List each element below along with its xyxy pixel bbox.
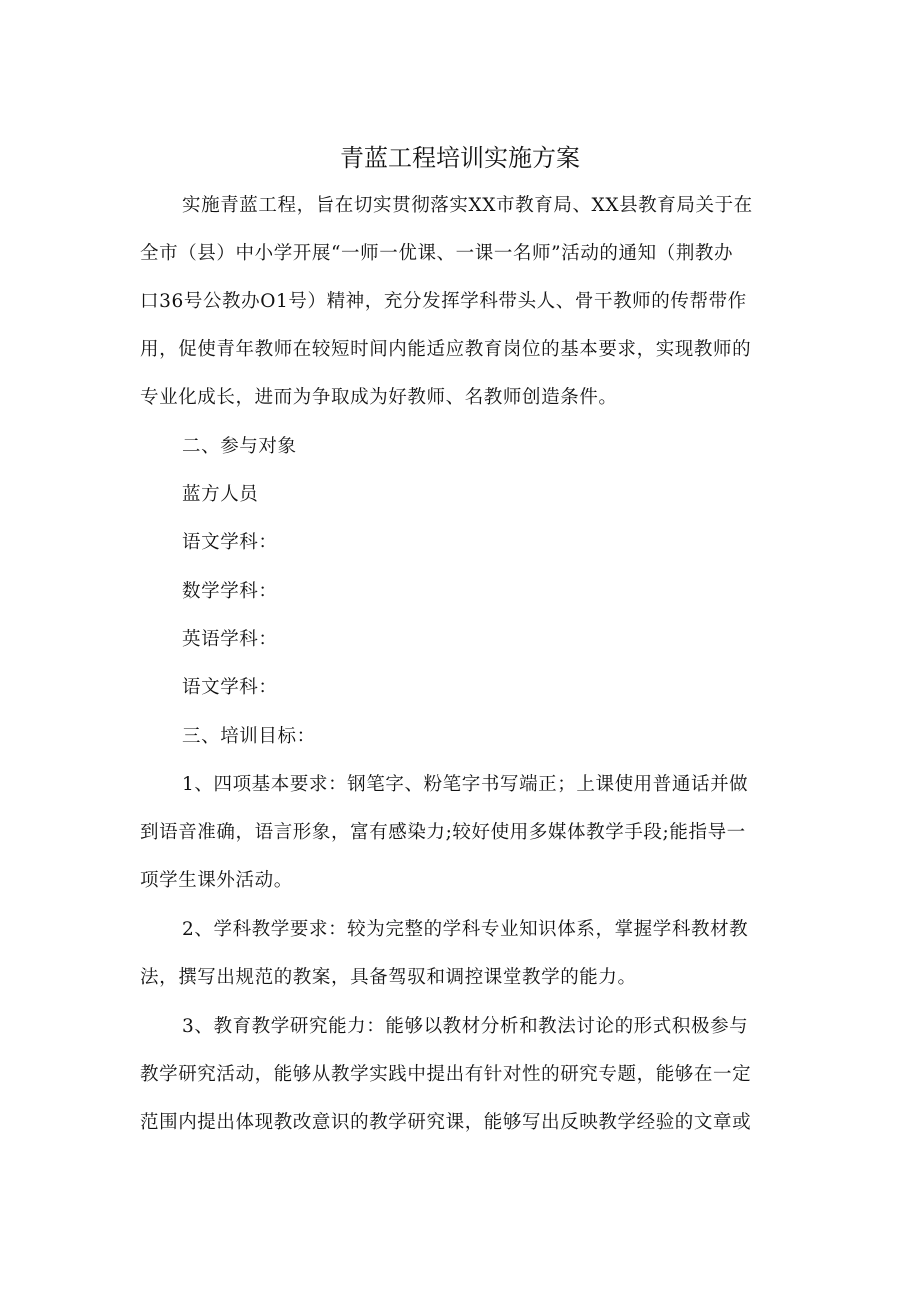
paragraph-line: 法，撰写出规范的教案，具备驾驭和调控课堂教学的能力。 <box>140 967 637 988</box>
document-title: 青蓝工程培训实施方案 <box>340 144 580 172</box>
paragraph-line: 范围内提出体现教改意识的教学研究课，能够写出反映教学经验的文章或 <box>140 1112 752 1133</box>
paragraph-line: 用，促使青年教师在较短时间内能适应教育岗位的基本要求，实现教师的 <box>140 339 752 360</box>
paragraph-line: 数学学科： <box>182 581 278 602</box>
paragraph-line: 全市（县）中小学开展“一师一优课、一课一名师”活动的通知（荆教办 <box>140 243 734 264</box>
paragraph-line: 实施青蓝工程，旨在切实贯彻落实XX市教育局、XX县教育局关于在 <box>182 195 753 216</box>
paragraph-line: 语文学科： <box>182 532 278 553</box>
paragraph-line: 3、教育教学研究能力：能够以教材分析和教法讨论的形式积极参与 <box>182 1016 749 1037</box>
paragraph-line: 到语音准确，语言形象，富有感染力;较好使用多媒体教学手段;能指导一 <box>140 822 746 843</box>
paragraph-line: 语文学科： <box>182 677 278 698</box>
section-heading: 二、参与对象 <box>182 436 297 457</box>
paragraph-line: 项学生课外活动。 <box>140 870 293 891</box>
section-heading: 三、培训目标： <box>182 726 316 747</box>
paragraph-line: 专业化成长，进而为争取成为好教师、名教师创造条件。 <box>140 387 618 408</box>
paragraph-line: 口36号公教办O1号）精神，充分发挥学科带头人、骨干教师的传帮带作 <box>140 291 747 312</box>
paragraph-line: 蓝方人员 <box>182 484 259 505</box>
paragraph-line: 教学研究活动，能够从教学实践中提出有针对性的研究专题，能够在一定 <box>140 1064 752 1085</box>
paragraph-line: 英语学科： <box>182 629 278 650</box>
paragraph-line: 2、学科教学要求：较为完整的学科专业知识体系，掌握学科教材教 <box>182 919 749 940</box>
paragraph-line: 1、四项基本要求：钢笔字、粉笔字书写端正；上课使用普通话并做 <box>182 774 749 795</box>
